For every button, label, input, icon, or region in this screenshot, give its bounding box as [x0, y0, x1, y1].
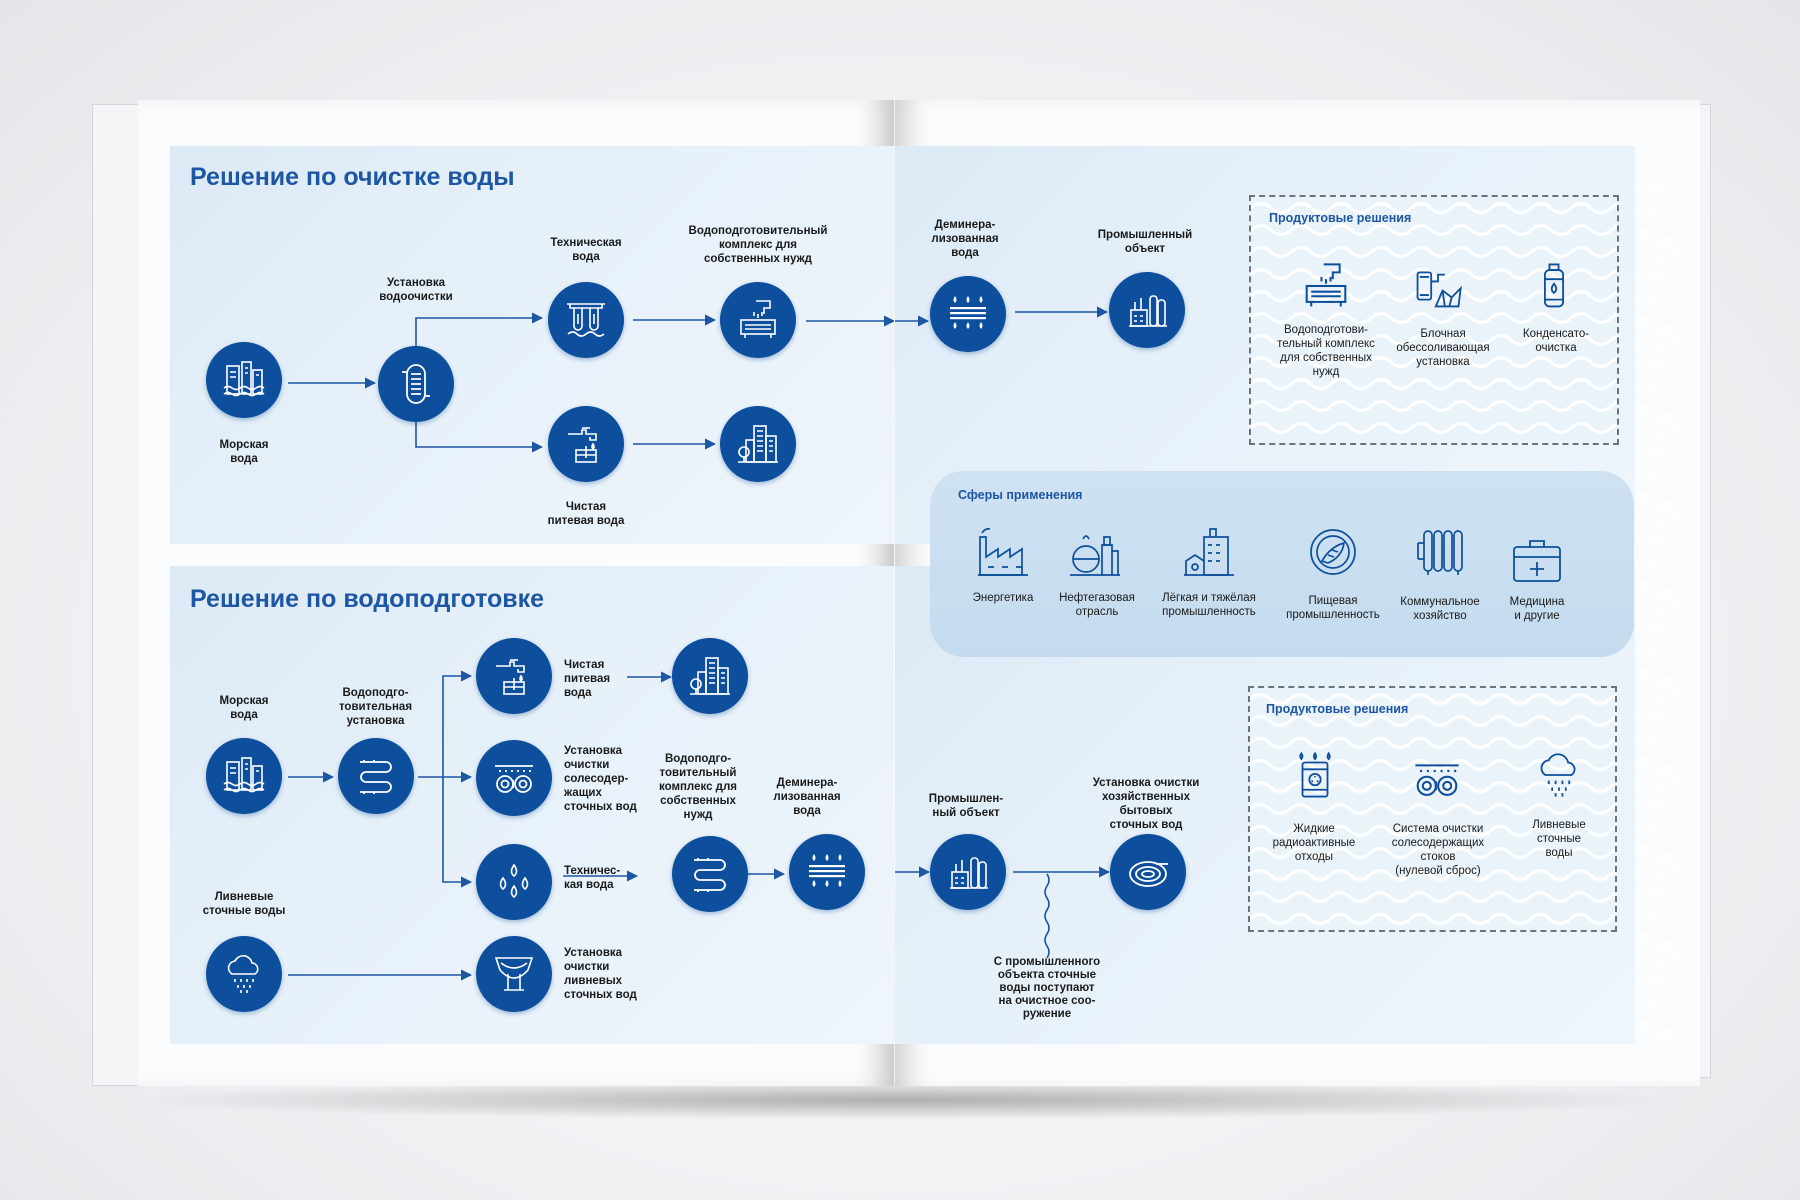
sphere-label: Энергетика	[972, 592, 1034, 604]
section2-title: Решение по водоподготовке	[190, 585, 545, 613]
note-label: С промышленного объекта сточные воды поступают на очистное соо- ружение	[993, 956, 1101, 1020]
product-item-label: Водоподготови- тельный комплекс для собственных нужд	[1277, 324, 1375, 378]
power-plant-icon	[974, 523, 1032, 581]
product-box-title: Продуктовые решения	[1269, 211, 1412, 225]
technical-water-node	[548, 282, 624, 358]
node-label: Водоподго- товительная установка	[338, 687, 413, 727]
spheres-title: Сферы применения	[958, 488, 1083, 502]
radiator-icon	[1412, 523, 1470, 581]
demineralized-water-icon	[805, 850, 849, 894]
node-label: Установка водоочистки	[379, 277, 453, 303]
node-label: Установка очистки ливневых сточных вод	[564, 947, 637, 1001]
block-desalination-icon	[1413, 261, 1463, 311]
technical-water-icon	[564, 298, 608, 342]
saline-wastewater-node	[476, 740, 552, 816]
node-label: Морская вода	[219, 695, 269, 721]
seawater-icon	[222, 754, 266, 798]
filter-unit-node	[378, 346, 454, 422]
stormwater-plant-node	[476, 936, 552, 1012]
node-label: Промышлен- ный объект	[928, 793, 1004, 819]
drinking-water-node	[476, 638, 552, 714]
domestic-wastewater-node	[1110, 834, 1186, 910]
industrial-plant-node	[930, 834, 1006, 910]
demineralized-water-icon	[946, 292, 990, 336]
drops-icon	[492, 860, 536, 904]
sphere-label: Медицина и другие	[1509, 596, 1565, 622]
edge-wave-pattern	[1635, 180, 1677, 1040]
product-item-label: Блочная обессоливающая установка	[1396, 328, 1490, 368]
water-treatment-complex-icon	[1301, 261, 1351, 311]
water-prep-unit-node	[338, 738, 414, 814]
sphere-label: Пищевая промышленность	[1286, 595, 1380, 621]
treatment-complex-node	[672, 836, 748, 912]
seawater-icon	[222, 358, 266, 402]
product-item-label: Система очистки солесодержащих стоков (нулевой сброс)	[1391, 823, 1485, 877]
saline-wastewater-icon	[492, 756, 536, 800]
food-industry-icon	[1304, 523, 1362, 581]
node-label: Промышленный объект	[1097, 229, 1193, 255]
industrial-plant-icon	[946, 850, 990, 894]
wave-pattern	[1250, 688, 1615, 930]
saline-wastewater-icon	[1412, 754, 1462, 804]
book-edge-left	[92, 104, 142, 1086]
oil-gas-icon	[1066, 523, 1124, 581]
city-icon	[688, 654, 732, 698]
seawater-node	[206, 738, 282, 814]
product-item-label: Конденсато- очистка	[1522, 328, 1590, 354]
node-label: Чистая питевая вода	[547, 501, 625, 527]
rain-node	[206, 936, 282, 1012]
left-page	[138, 100, 894, 1086]
wave-pattern	[1251, 197, 1617, 443]
medical-kit-icon	[1508, 531, 1566, 589]
arrow	[416, 318, 542, 350]
industrial-plant-node	[1109, 272, 1185, 348]
city-node	[720, 406, 796, 482]
node-label: Водоподго- товительный комплекс для собственных нужд	[659, 753, 737, 821]
treatment-complex-node	[720, 282, 796, 358]
node-label: Техничес- кая вода	[564, 865, 621, 891]
arrow	[443, 777, 471, 882]
application-areas-panel	[930, 471, 1634, 657]
rain-cloud-icon	[222, 952, 266, 996]
node-label: Водоподготовительный комплекс для собственных нужд	[688, 225, 828, 265]
wavy-connector	[1045, 874, 1049, 958]
seawater-node	[206, 342, 282, 418]
domestic-wastewater-icon	[1126, 850, 1170, 894]
node-label: Техническая вода	[550, 237, 622, 263]
industry-icon	[1180, 523, 1238, 581]
section1-title: Решение по очистке воды	[190, 163, 515, 191]
node-label: Чистая питевая вода	[564, 659, 611, 699]
node-label: Деминера- лизованная вода	[931, 219, 999, 259]
node-label: Ливневые сточные воды	[202, 891, 286, 917]
filter-column-icon	[394, 362, 438, 406]
pipe-coil-icon	[688, 852, 732, 896]
demineralized-water-node	[930, 276, 1006, 352]
city-node	[672, 638, 748, 714]
industrial-plant-icon	[1125, 288, 1169, 332]
product-solutions-box-1	[1249, 195, 1619, 445]
node-label: Морская вода	[219, 439, 269, 465]
product-item-label: Жидкие радиоактивные отходы	[1272, 823, 1356, 863]
product-solutions-box-2	[1248, 686, 1617, 932]
drinking-water-node	[548, 406, 624, 482]
pipe-coil-icon	[354, 754, 398, 798]
sphere-label: Лёгкая и тяжёлая промышленность	[1162, 592, 1256, 618]
condensate-cleaning-icon	[1529, 261, 1579, 311]
book-shadow	[120, 1080, 1680, 1120]
tap-water-icon	[564, 422, 608, 466]
demineralized-water-node	[789, 834, 865, 910]
sphere-label: Коммунальное хозяйство	[1400, 596, 1480, 622]
product-box-title: Продуктовые решения	[1266, 702, 1409, 716]
node-label: Деминера- лизованная вода	[773, 777, 841, 817]
technical-water-node	[476, 844, 552, 920]
radioactive-waste-icon	[1290, 750, 1340, 800]
sphere-label: Нефтегазовая отрасль	[1059, 592, 1135, 618]
water-treatment-complex-icon	[736, 298, 780, 342]
stormwater-plant-icon	[492, 952, 536, 996]
node-label: Установка очистки солесодер- жащих сточных вод	[564, 745, 637, 813]
tap-water-icon	[492, 654, 536, 698]
arrow	[416, 418, 542, 447]
arrow	[443, 676, 471, 777]
product-item-label: Ливневые сточные воды	[1532, 819, 1586, 859]
rain-cloud-icon	[1534, 750, 1584, 800]
city-icon	[736, 422, 780, 466]
node-label: Установка очистки хозяйственных бытовых сточных вод	[1092, 777, 1200, 831]
right-page	[895, 100, 1700, 1086]
